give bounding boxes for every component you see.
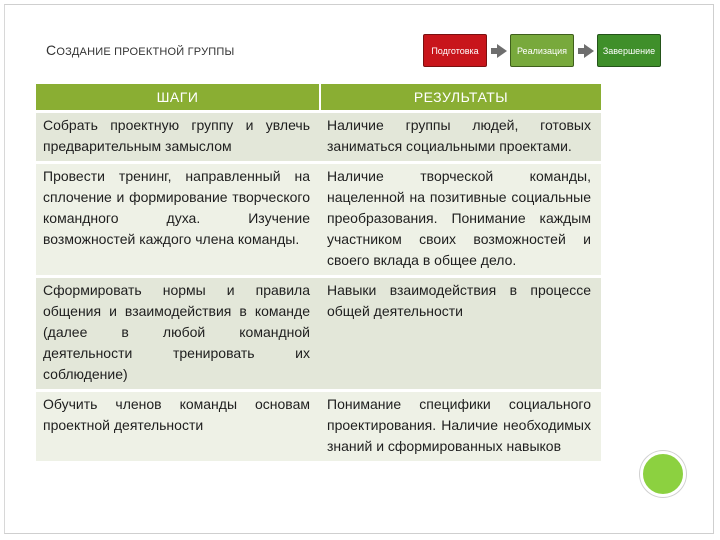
step-cell: Провести тренинг, направленный на сплочение и формирование творческого командного духа. Изучение возможностей каждого члена команды.	[36, 162, 320, 276]
table-row	[36, 390, 601, 462]
step-implementation: Реализация	[510, 34, 574, 67]
arrow-right-icon	[497, 44, 507, 58]
step-cell: Обучить членов команды основам проектной деятельности	[36, 390, 320, 462]
table-header-row	[36, 84, 601, 111]
table-row	[36, 111, 601, 162]
result-cell: Навыки взаимодействия в процессе общей деятельности	[320, 276, 601, 390]
arrow-right-icon	[584, 44, 594, 58]
slide-title-initial: С	[46, 42, 57, 58]
result-cell: Понимание специфики социального проектирования. Наличие необходимых знаний и сформированных навыков	[320, 390, 601, 462]
step-preparation: Подготовка	[423, 34, 487, 67]
result-cell: Наличие творческой команды, нацеленной на позитивные социальные преобразования. Понимание каждым участником своих возможностей и своего вклада в общее дело.	[320, 162, 601, 276]
header-results: РЕЗУЛЬТАТЫ	[320, 84, 601, 111]
result-cell: Наличие группы людей, готовых заниматься социальными проектами.	[320, 111, 601, 162]
step-cell: Собрать проектную группу и увлечь предварительным замыслом	[36, 111, 320, 162]
steps-results-table	[36, 84, 601, 464]
header-steps: ШАГИ	[36, 84, 320, 111]
step-completion: Завершение	[597, 34, 661, 67]
table-row	[36, 162, 601, 276]
step-cell: Сформировать нормы и правила общения и взаимодействия в команде (далее в любой командной деятельности тренировать их соблюдение)	[36, 276, 320, 390]
table-row	[36, 276, 601, 390]
slide-title	[46, 42, 234, 58]
decorative-circle	[640, 451, 686, 497]
slide-title-rest: ОЗДАНИЕ ПРОЕКТНОЙ ГРУППЫ	[56, 46, 235, 58]
